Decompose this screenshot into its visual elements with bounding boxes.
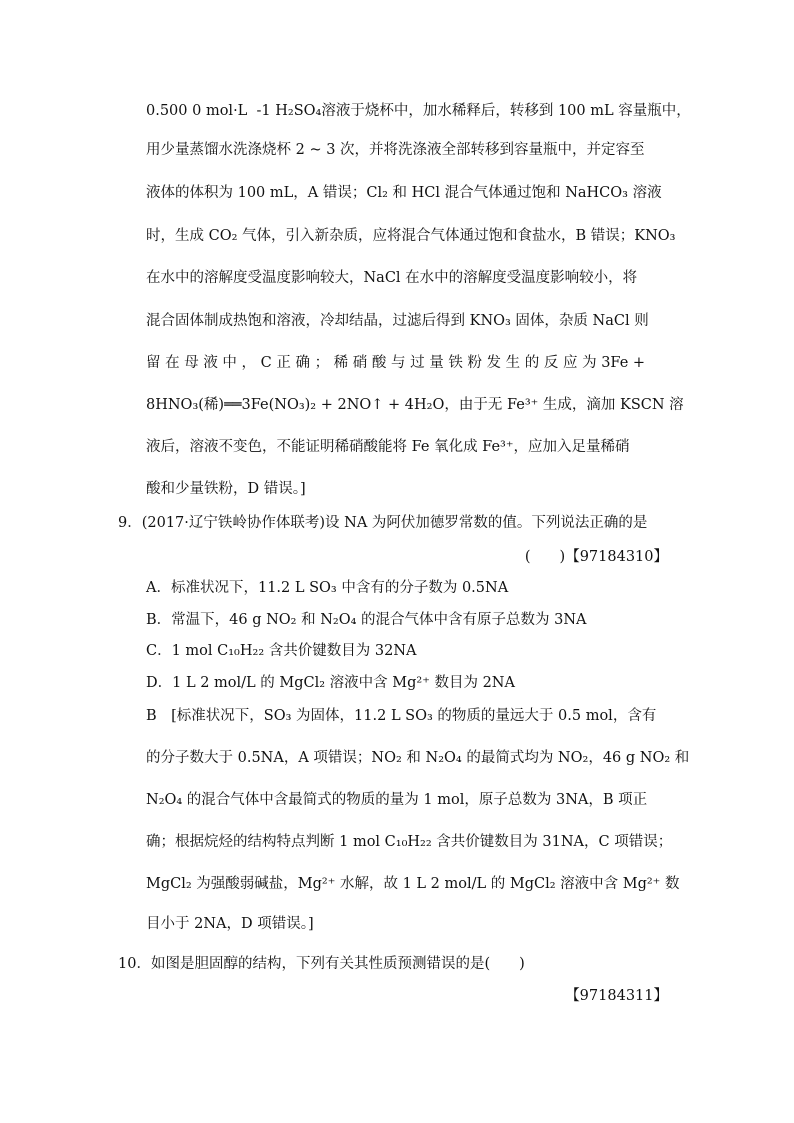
answer-line: B [标准状况下，SO₃ 为固体，11.2 L SO₃ 的物质的量远大于 0.5 mol，含有: [146, 708, 657, 724]
option-c: C．1 mol C₁₀H₂₂ 含共价键数目为 32NA: [146, 643, 417, 659]
answer-line: N₂O₄ 的混合气体中含最简式的物质的量为 1 mol，原子总数为 3NA，B 项正: [146, 792, 648, 808]
answer-line: MgCl₂ 为强酸弱碱盐，Mg²⁺ 水解，故 1 L 2 mol/L 的 MgCl₂ 溶液中含 Mg²⁺ 数: [146, 876, 680, 892]
question-stem: 9．(2017·辽宁铁岭协作体联考)设 NA 为阿伏加德罗常数的值。下列说法正确的是: [118, 515, 648, 531]
explanation-line: 液体的体积为 100 mL，A 错误；Cl₂ 和 HCl 混合气体通过饱和 NaHCO₃ 溶液: [146, 185, 662, 201]
explanation-line: 8HNO₃(稀)══3Fe(NO₃)₂ + 2NO↑ + 4H₂O，由于无 Fe³⁺ 生成，滴加 KSCN 溶: [146, 397, 684, 413]
answer-line: 目小于 2NA，D 项错误。]: [146, 916, 314, 932]
explanation-line: 在水中的溶解度受温度影响较大，NaCl 在水中的溶解度受温度影响较小，将: [146, 270, 638, 286]
explanation-line: 0.500 0 mol·L -1 H₂SO₄溶液于烧杯中，加水稀释后，转移到 100 mL 容量瓶中，: [146, 103, 691, 119]
explanation-line: 酸和少量铁粉，D 错误。]: [146, 481, 306, 497]
option-b: B．常温下，46 g NO₂ 和 N₂O₄ 的混合气体中含有原子总数为 3NA: [146, 612, 587, 628]
explanation-line: 用少量蒸馏水洗涤烧杯 2 ~ 3 次，并将洗涤液全部转移到容量瓶中，并定容至: [146, 142, 645, 158]
answer-line: 确；根据烷烃的结构特点判断 1 mol C₁₀H₂₂ 含共价键数目为 31NA，C 项错误；: [146, 834, 673, 850]
explanation-line: 液后，溶液不变色，不能证明稀硝酸能将 Fe 氧化成 Fe³⁺，应加入足量稀硝: [146, 439, 630, 455]
option-a: A．标准状况下，11.2 L SO₃ 中含有的分子数为 0.5NA: [146, 580, 509, 596]
explanation-line: 时，生成 CO₂ 气体，引入新杂质，应将混合气体通过饱和食盐水，B 错误；KNO₃: [146, 228, 676, 244]
explanation-line: 留 在 母 液 中 ， C 正 确 ； 稀 硝 酸 与 过 量 铁 粉 发 生 的 反 应 为 3Fe +: [146, 355, 646, 371]
option-d: D．1 L 2 mol/L 的 MgCl₂ 溶液中含 Mg²⁺ 数目为 2NA: [146, 675, 515, 691]
question-code: ( )【97184310】: [524, 549, 668, 565]
question-stem: 10．如图是胆固醇的结构，下列有关其性质预测错误的是( ): [118, 956, 525, 972]
explanation-line: 混合固体制成热饱和溶液，冷却结晶，过滤后得到 KNO₃ 固体，杂质 NaCl 则: [146, 313, 649, 329]
answer-line: 的分子数大于 0.5NA，A 项错误；NO₂ 和 N₂O₄ 的最简式均为 NO₂，46 g NO₂ 和: [146, 750, 690, 766]
question-code: 【97184311】: [565, 988, 668, 1004]
